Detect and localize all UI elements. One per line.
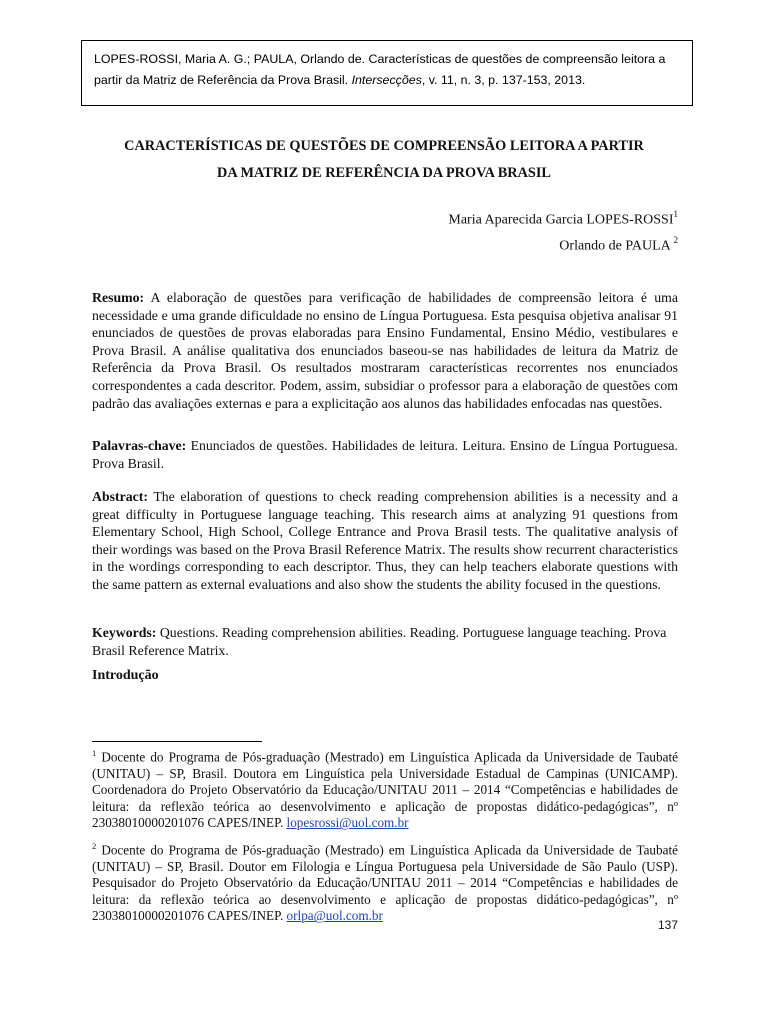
citation-details: , v. 11, n. 3, p. 137-153, 2013. [421,73,586,87]
footnote-2-mark: 2 [92,841,97,851]
palavras-chave-text: Enunciados de questões. Habilidades de leitura. Leitura. Ensino de Língua Portuguesa. Prova Brasil. [92,438,678,471]
author-2-name: Orlando de PAULA [559,238,674,254]
abstract-text: The elaboration of questions to check reading comprehension abilities is a necessity and a great difficulty in Portuguese language teaching. This research aims at analyzing 91 questions from Elementary School, High School, College Entrance and Prova Brasil tests. The qualitative analysis of their wordings was based on the Prova Brasil Reference Matrix. The results show recurrent characteristics in the wordings corresponding to each descriptor. Thus, they can help teachers elaborate questions with the same pattern as external evaluations and also show the students the ability focused in the questions. [92,489,678,592]
author-1-name: Maria Aparecida Garcia LOPES-ROSSI [448,212,674,228]
footnote-1-text: Docente do Programa de Pós-graduação (Mestrado) em Linguística Aplicada da Universidade de Taubaté (UNITAU) – SP, Brasil. Doutora em Linguística pela Universidade Estadual de Campinas (UNICAMP). Coordenadora do Projeto Observatório da Educação/UNITAU 2011 – 2014 “Competências e habilidades de leitura: da reflexão teórica ao desenvolvimento e aplicação de propostas didático-pedagógicas”, nº 23038010000201076 CAPES/INEP. [92,749,678,831]
resumo-label: Resumo: [92,290,145,305]
keywords-text: Questions. Reading comprehension abilities. Reading. Portuguese language teaching. Prova Brasil Reference Matrix. [92,625,667,658]
article-title [60,133,708,187]
footnote-2-text: Docente do Programa de Pós-graduação (Mestrado) em Linguística Aplicada da Universidade de Taubaté (UNITAU) – SP, Brasil. Doutor em Filologia e Língua Portuguesa pela Universidade de São Paulo (USP). Pesquisador do Projeto Observatório da Educação/UNITAU 2011 – 2014 “Competências e habilidades de leitura: da reflexão teórica ao desenvolvimento e aplicação de propostas didático-pedagógicas”, nº 23038010000201076 CAPES/INEP. [92,842,678,924]
citation-journal: Intersecções [351,73,422,87]
palavras-chave-paragraph [92,437,678,472]
article-title-line-1: CARACTERÍSTICAS DE QUESTÕES DE COMPREENSÃO LEITORA A PARTIR [124,138,644,154]
keywords-paragraph [92,624,678,659]
citation-authors: LOPES-ROSSI, Maria A. G.; PAULA, Orlando de. [94,52,366,66]
citation-box [81,40,693,106]
resumo-paragraph [92,289,678,412]
resumo-text: A elaboração de questões para verificação de habilidades de compreensão leitora é uma necessidade e uma grande dificuldade no ensino de Língua Portuguesa. Esta pesquisa objetiva analisar 91 enunciados de questões de provas elaboradas para Ensino Fundamental, Ensino Médio, vestibulares e Prova Brasil. A análise qualitativa dos enunciados baseou-se nas habilidades de leitura da Matriz de Referência da Prova Brasil. Os resultados mostraram características recorrentes nos enunciados correspondentes a cada descritor. Podem, assim, subsidiar o professor para a elaboração de questões com padrão das avaliações externas e para a explicitação aos alunos das habilidades enfocadas nas questões. [92,290,678,411]
footnote-divider [92,741,262,742]
footnote-1-mark: 1 [92,748,97,758]
abstract-paragraph [92,488,678,594]
citation-title: Características de questões de compreensão leitora a partir da Matriz de Referência da Prova Brasil. [94,52,666,87]
footnote-1 [92,745,678,832]
footnote-2-email-link[interactable]: orlpa@uol.com.br [286,908,383,924]
section-heading-introducao: Introdução [92,668,159,683]
abstract-label: Abstract: [92,489,148,504]
author-2 [559,236,678,255]
author-1-footnote-mark[interactable]: 1 [673,209,678,219]
footnote-2 [92,838,678,925]
palavras-chave-label: Palavras-chave: [92,438,187,453]
author-2-footnote-mark[interactable]: 2 [673,235,678,245]
keywords-label: Keywords: [92,625,157,640]
author-1 [448,210,678,229]
footnote-1-email-link[interactable]: lopesrossi@uol.com.br [286,815,409,831]
page-number: 137 [657,918,678,932]
article-title-line-2: DA MATRIZ DE REFERÊNCIA DA PROVA BRASIL [217,165,551,181]
